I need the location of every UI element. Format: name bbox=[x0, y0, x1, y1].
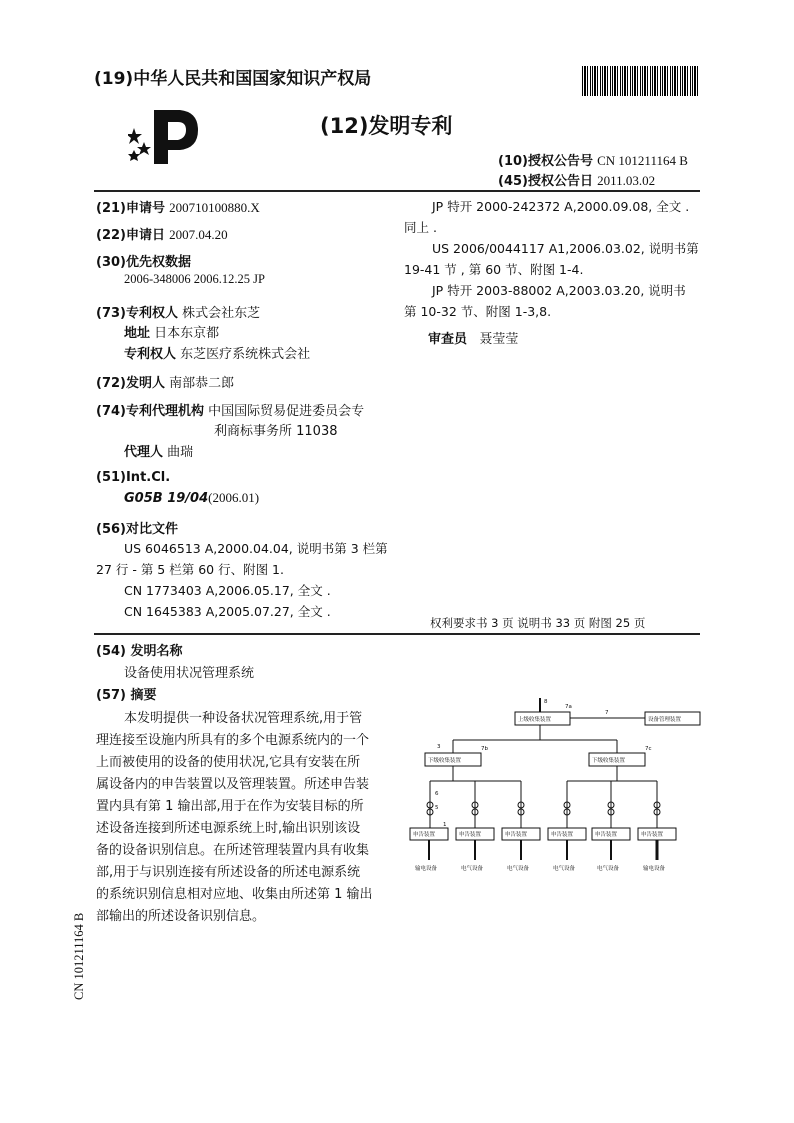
abstract-line: 部,用于与识别连接有所述设备的所述电源系统 bbox=[96, 865, 361, 880]
spine-text-container bbox=[60, 890, 100, 1000]
leaf-label: 电气设备 bbox=[597, 866, 620, 872]
ref5-line1: US 2006/0044117 A1,2006.03.02, 说明书第 bbox=[432, 241, 699, 256]
agency-label: (74)专利代理机构 bbox=[96, 404, 204, 419]
leaf-box-label: 申告装置 bbox=[641, 832, 664, 838]
leaf-box-label: 申告装置 bbox=[551, 832, 574, 838]
pub-no: CN 101211164 B bbox=[597, 153, 688, 168]
ref1-line1: US 6046513 A,2000.04.04, 说明书第 3 栏第 bbox=[124, 541, 388, 556]
abstract-label: (57) 摘要 bbox=[96, 688, 157, 703]
ref3: CN 1645383 A,2005.07.27, 全文 . bbox=[124, 604, 331, 619]
ref-7a: 7a bbox=[565, 704, 572, 710]
abstract-line: 的系统识别信息相对应地、收集由所述第 1 输出 bbox=[96, 887, 373, 902]
intcl-label: (51)Int.Cl. bbox=[96, 470, 171, 485]
address-label: 地址 bbox=[124, 326, 151, 341]
ref-1: 1 bbox=[443, 822, 447, 828]
system-diagram bbox=[405, 695, 705, 880]
ref-6: 6 bbox=[435, 791, 439, 797]
leaf-label: 输电设备 bbox=[415, 866, 438, 872]
pub-date-label: (45)授权公告日 bbox=[498, 174, 593, 189]
patentee2: 东芝医疗系统株式会社 bbox=[180, 347, 311, 362]
abstract-line: 上而被使用的设备的使用状况,它具有安装在所 bbox=[96, 755, 361, 770]
leaf-label: 输电设备 bbox=[643, 866, 666, 872]
leaf-label: 电气设备 bbox=[461, 866, 484, 872]
ref-7c: 7c bbox=[645, 746, 652, 752]
abstract-line: 述设备连接到所述电源系统上时,输出识别该设 bbox=[96, 821, 361, 836]
app-no-label: (21)申请号 bbox=[96, 201, 165, 216]
ref1-line2: 27 行 - 第 5 栏第 60 行、附图 1. bbox=[96, 562, 284, 577]
ref-3: 3 bbox=[437, 744, 441, 750]
abstract-line: 理连接至设施内所具有的多个电源系统内的一个 bbox=[96, 733, 370, 748]
app-date: 2007.04.20 bbox=[169, 227, 228, 242]
ref6-line1: JP 特开 2003-88002 A,2003.03.20, 说明书 bbox=[432, 283, 686, 298]
priority-label: (30)优先权数据 bbox=[96, 255, 191, 270]
leaf-label: 电气设备 bbox=[507, 866, 530, 872]
intcl-date: (2006.01) bbox=[208, 490, 260, 505]
header-rule bbox=[94, 190, 700, 192]
leaf-box-label: 申告装置 bbox=[459, 832, 482, 838]
doc-type: (12)发明专利 bbox=[320, 114, 453, 138]
ref5-line2: 19-41 节 , 第 60 节、附图 1-4. bbox=[404, 262, 584, 277]
authority-title: (19)中华人民共和国国家知识产权局 bbox=[94, 69, 372, 89]
examiner: 聂莹莹 bbox=[479, 332, 519, 347]
leaf-label: 电气设备 bbox=[553, 866, 576, 872]
abstract-line: 部输出的所述设备识别信息。 bbox=[96, 909, 266, 924]
barcode bbox=[582, 66, 698, 96]
address: 日本东京都 bbox=[154, 326, 220, 341]
ref-7: 7 bbox=[605, 710, 609, 716]
section-rule bbox=[94, 633, 700, 635]
inventor-label: (72)发明人 bbox=[96, 376, 165, 391]
abstract-line: 备的设备识别信息。在所述管理装置内具有收集 bbox=[96, 843, 370, 858]
ref4-line1: JP 特开 2000-242372 A,2000.09.08, 全文 . bbox=[432, 199, 690, 214]
patentee-label: (73)专利权人 bbox=[96, 306, 178, 321]
agent: 曲瑞 bbox=[167, 445, 194, 460]
agency-line2: 利商标事务所 11038 bbox=[214, 424, 338, 439]
ref2: CN 1773403 A,2006.05.17, 全文 . bbox=[124, 583, 331, 598]
right-box-label: 设备管理装置 bbox=[648, 717, 682, 723]
ref-5: 5 bbox=[435, 805, 439, 811]
app-date-label: (22)申请日 bbox=[96, 228, 165, 243]
abstract-line: 属设备内的申告装置以及管理装置。所述申告装 bbox=[96, 777, 370, 792]
abstract-line: 本发明提供一种设备状况管理系统,用于管 bbox=[124, 711, 363, 726]
leaf-box-label: 申告装置 bbox=[505, 832, 528, 838]
agency-line1: 中国国际贸易促进委员会专 bbox=[208, 404, 365, 419]
top-box-label: 上级收集装置 bbox=[518, 717, 552, 723]
ref6-line2: 第 10-32 节、附图 1-3,8. bbox=[404, 304, 552, 319]
pub-no-label: (10)授权公告号 bbox=[498, 154, 593, 169]
agent-label: 代理人 bbox=[124, 445, 164, 460]
leaf-box-label: 申告装置 bbox=[413, 832, 436, 838]
patentee2-label: 专利权人 bbox=[124, 347, 177, 362]
invention-title-label: (54) 发明名称 bbox=[96, 644, 183, 659]
leaf-box-label: 申告装置 bbox=[595, 832, 618, 838]
ref-8: 8 bbox=[544, 699, 548, 705]
pub-date: 2011.03.02 bbox=[597, 173, 656, 188]
cnipa-logo bbox=[128, 104, 204, 166]
invention-title: 设备使用状况管理系统 bbox=[124, 666, 255, 681]
patentee: 株式会社东芝 bbox=[182, 306, 261, 321]
page-counts: 权利要求书 3 页 说明书 33 页 附图 25 页 bbox=[430, 616, 646, 630]
abstract-line: 置内具有第 1 输出部,用于在作为安装目标的所 bbox=[96, 799, 364, 814]
intcl-code: G05B 19/04 bbox=[124, 491, 209, 506]
examiner-label: 审查员 bbox=[428, 332, 468, 347]
left-mid-box-label: 下级收集装置 bbox=[428, 758, 462, 764]
refs-label: (56)对比文件 bbox=[96, 522, 178, 537]
inventor: 南部恭二郎 bbox=[169, 376, 235, 391]
priority: 2006-348006 2006.12.25 JP bbox=[124, 272, 265, 286]
spine-pub-no: CN 101211164 B bbox=[72, 912, 86, 1000]
app-no: 200710100880.X bbox=[169, 200, 260, 215]
right-mid-box-label: 下级收集装置 bbox=[592, 758, 626, 764]
ref4-line2: 同上 . bbox=[404, 220, 437, 235]
ref-7b: 7b bbox=[481, 746, 488, 752]
